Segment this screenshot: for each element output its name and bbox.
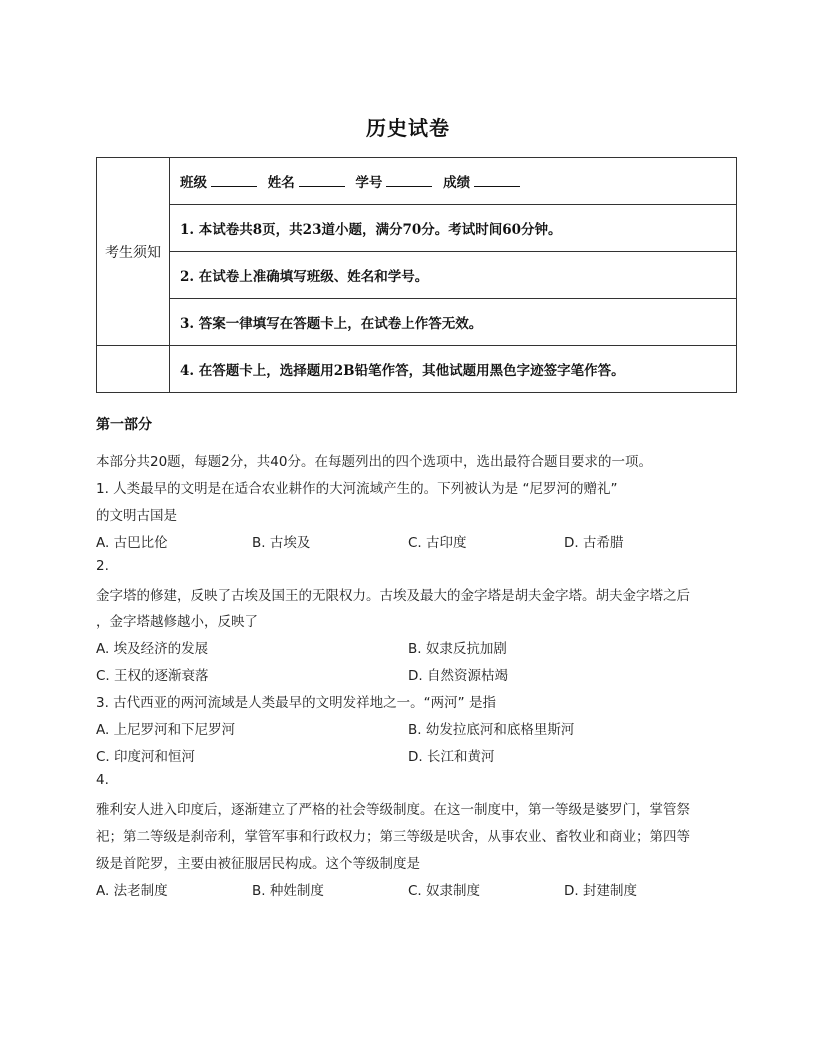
notice-item-3: 3. 答案一律填写在答题卡上，在试卷上作答无效。: [170, 299, 737, 346]
q3-option-c: C. 印度河和恒河: [96, 749, 196, 765]
q2-line-2: 金字塔的修建，反映了古埃及国王的无限权力。古埃及最大的金字塔是胡夫金字塔。胡夫金字塔之后: [96, 588, 690, 604]
q1-option-b: B. 古埃及: [252, 535, 311, 551]
q4-line-2: 雅利安人进入印度后，逐渐建立了严格的社会等级制度。在这一制度中，第一等级是婆罗门，掌管祭: [96, 802, 690, 818]
name-label: 姓名: [267, 175, 295, 191]
q4-line-4: 级是首陀罗，主要由被征服居民构成。这个等级制度是: [96, 856, 420, 872]
notice-table: [96, 157, 737, 393]
notice-item-4: 4. 在答题卡上，选择题用2B铅笔作答，其他试题用黑色字迹签字笔作答。: [170, 346, 737, 393]
q4-line-1: 4.: [96, 772, 109, 788]
page-title: 历史试卷: [366, 116, 450, 140]
q2-option-a: A. 埃及经济的发展: [96, 641, 209, 657]
q1-option-a: A. 古巴比伦: [96, 535, 168, 551]
q2-option-b: B. 奴隶反抗加剧: [408, 641, 507, 657]
notice-item-2: 2. 在试卷上准确填写班级、姓名和学号。: [170, 252, 737, 299]
q1-option-d: D. 古希腊: [564, 535, 624, 551]
q4-line-3: 祀；第二等级是刹帝利，掌管军事和行政权力；第三等级是吠舍，从事农业、畜牧业和商业；第四等: [96, 829, 690, 845]
q2-option-c: C. 王权的逐渐衰落: [96, 668, 209, 684]
q2-option-d: D. 自然资源枯竭: [408, 668, 508, 684]
part-intro: 本部分共20题，每题2分，共40分。在每题列出的四个选项中，选出最符合题目要求的一项。: [96, 454, 652, 470]
notice-empty-cell: [97, 346, 170, 393]
q1-option-c: C. 古印度: [408, 535, 467, 551]
notice-item-1: 1. 本试卷共8页，共23道小题，满分70分。考试时间60分钟。: [170, 205, 737, 252]
q1-line-1: 1. 人类最早的文明是在适合农业耕作的大河流域产生的。下列被认为是 “尼罗河的赠礼”: [96, 481, 618, 497]
name-blank: [299, 172, 345, 187]
q1-line-2: 的文明古国是: [96, 508, 177, 524]
q3-option-b: B. 幼发拉底河和底格里斯河: [408, 722, 575, 738]
student-id-blank: [386, 172, 432, 187]
q3-line-1: 3. 古代西亚的两河流域是人类最早的文明发祥地之一。“两河” 是指: [96, 695, 496, 711]
q2-line-1: 2.: [96, 558, 109, 574]
score-label: 成绩: [443, 175, 471, 191]
score-blank: [474, 172, 520, 187]
class-label: 班级: [180, 175, 207, 191]
info-fields-row: [170, 158, 737, 205]
q4-option-c: C. 奴隶制度: [408, 883, 481, 899]
q4-option-b: B. 种姓制度: [252, 883, 324, 899]
q2-line-3: ，金字塔越修越小，反映了: [96, 614, 258, 630]
q3-option-d: D. 长江和黄河: [408, 749, 495, 765]
part-title: 第一部分: [96, 417, 152, 433]
student-id-label: 学号: [355, 175, 383, 191]
q4-option-a: A. 法老制度: [96, 883, 168, 899]
q4-option-d: D. 封建制度: [564, 883, 637, 899]
notice-header: 考生须知: [97, 158, 170, 346]
class-blank: [211, 172, 257, 187]
q3-option-a: A. 上尼罗河和下尼罗河: [96, 722, 236, 738]
